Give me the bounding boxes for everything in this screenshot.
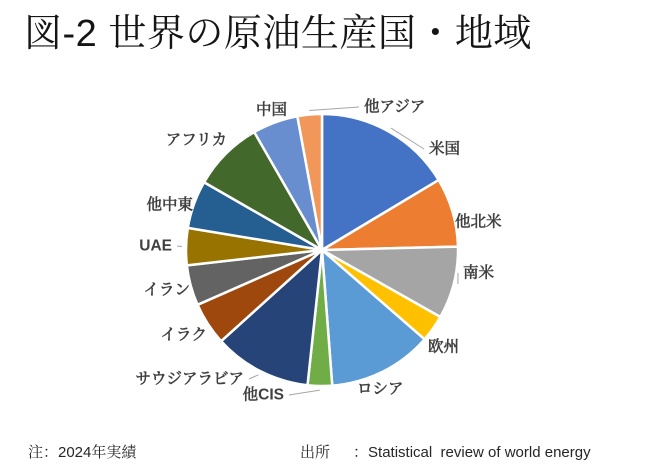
slice-label-アフリカ: アフリカ <box>165 131 227 149</box>
slice-label-サウジアラビア: サウジアラビア <box>135 370 244 388</box>
source-label: 出所 <box>300 444 331 461</box>
slice-label-欧州: 欧州 <box>428 338 460 356</box>
slice-label-他アジア: 他アジア <box>364 98 426 116</box>
leader-line-他アジア <box>309 107 359 111</box>
slice-label-ロシア: ロシア <box>357 380 404 398</box>
leader-line-UAE <box>177 246 182 247</box>
footer-note: 注：2024年実績 <box>28 444 137 461</box>
slice-label-イラク: イラク <box>160 326 207 344</box>
footer-source <box>300 441 591 462</box>
slice-label-南米: 南米 <box>463 264 495 282</box>
slice-label-他CIS: 他CIS <box>242 386 284 404</box>
leader-line-他CIS <box>289 390 320 395</box>
chart-title: 図-2 世界の原油生産国・地域 <box>24 13 532 55</box>
leader-line-サウジアラビア <box>249 375 258 379</box>
slice-label-UAE: UAE <box>139 237 172 255</box>
slice-label-中国: 中国 <box>255 101 287 119</box>
slice-label-他中東: 他中東 <box>146 196 193 214</box>
source-text: ：Statistical review of world energy <box>353 444 591 461</box>
slice-label-他北米: 他北米 <box>455 213 502 231</box>
slice-label-イラン: イラン <box>143 281 190 299</box>
slice-label-米国: 米国 <box>429 140 461 158</box>
